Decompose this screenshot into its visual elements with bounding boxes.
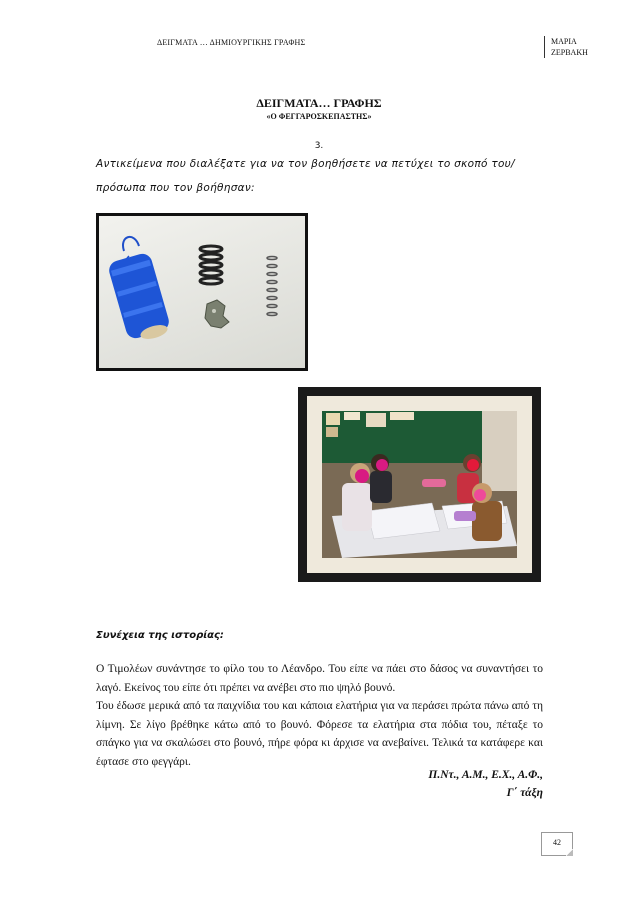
thin-spring-icon [267, 257, 277, 316]
author-last-name: ΖΕΡΒΑΚΗ [551, 48, 588, 57]
story-paragraph: Του έδωσε μερικά από τα παιχνίδια του και κάποια ελατήρια για να περάσει πρώτα πάνω από τη λίμνη. Σε λίγο βρέθηκε κάτω από το βουνό. Φόρεσε τα ελατήρια στα πόδια του, πέταξε το σπάγκο για να σκαλώσει στο βουνό, πήρε φόρα κι άρχισε να ανεβαίνει. Τελικά τα κατάφερε και έφτασε στο φεγγάρι. [96, 700, 543, 768]
toy-figure-icon [205, 300, 229, 328]
photo-objects [96, 213, 308, 371]
author-first-name: ΜΑΡΙΑ [551, 37, 577, 46]
classroom-illustration [322, 411, 517, 558]
page-subtitle: «Ο ΦΕΓΓΑΡΟΣΚΕΠΑΣΤΗΣ» [266, 112, 372, 121]
photo-classroom [298, 387, 541, 582]
photo-mat [307, 396, 532, 573]
child-middle-icon [370, 454, 392, 503]
blue-string-spool-icon [107, 237, 171, 342]
header-left: ΔΕΙΓΜΑΤΑ … ΔΗΜΙΟΥΡΓΙΚΗΣ ΓΡΑΦΗΣ [157, 38, 306, 47]
page-number: 42 [541, 832, 573, 856]
header-author [544, 36, 588, 58]
prompt-text: Αντικείμενα που διαλέξατε για να τον βοηθήσετε να πετύχει το σκοπό του/ πρόσωπα που τον βοήθησαν: [96, 158, 515, 194]
section-number: 3. [314, 141, 324, 151]
signature-class: Γ΄ τάξη [506, 787, 543, 799]
page-title: ΔΕΙΓΜΑΤΑ… ΓΡΑΦΗΣ [256, 96, 382, 110]
photo-objects-background [99, 216, 305, 368]
signature [428, 766, 543, 802]
signature-names: Π.Ντ., Α.Μ., Ε.Χ., Α.Φ., [428, 769, 543, 781]
story-body [96, 660, 543, 771]
thick-spring-icon [200, 246, 222, 284]
story-paragraph: Ο Τιμολέων συνάντησε το φίλο του το Λέανδρο. Του είπε να πάει στο δάσος να συναντήσει το λαγό. Εκείνος του είπε ότι πρέπει να ανέβει στο πιο ψηλό βουνό. [96, 663, 543, 694]
objects-illustration [99, 216, 305, 368]
story-heading: Συνέχεια της ιστορίας: [96, 630, 224, 641]
